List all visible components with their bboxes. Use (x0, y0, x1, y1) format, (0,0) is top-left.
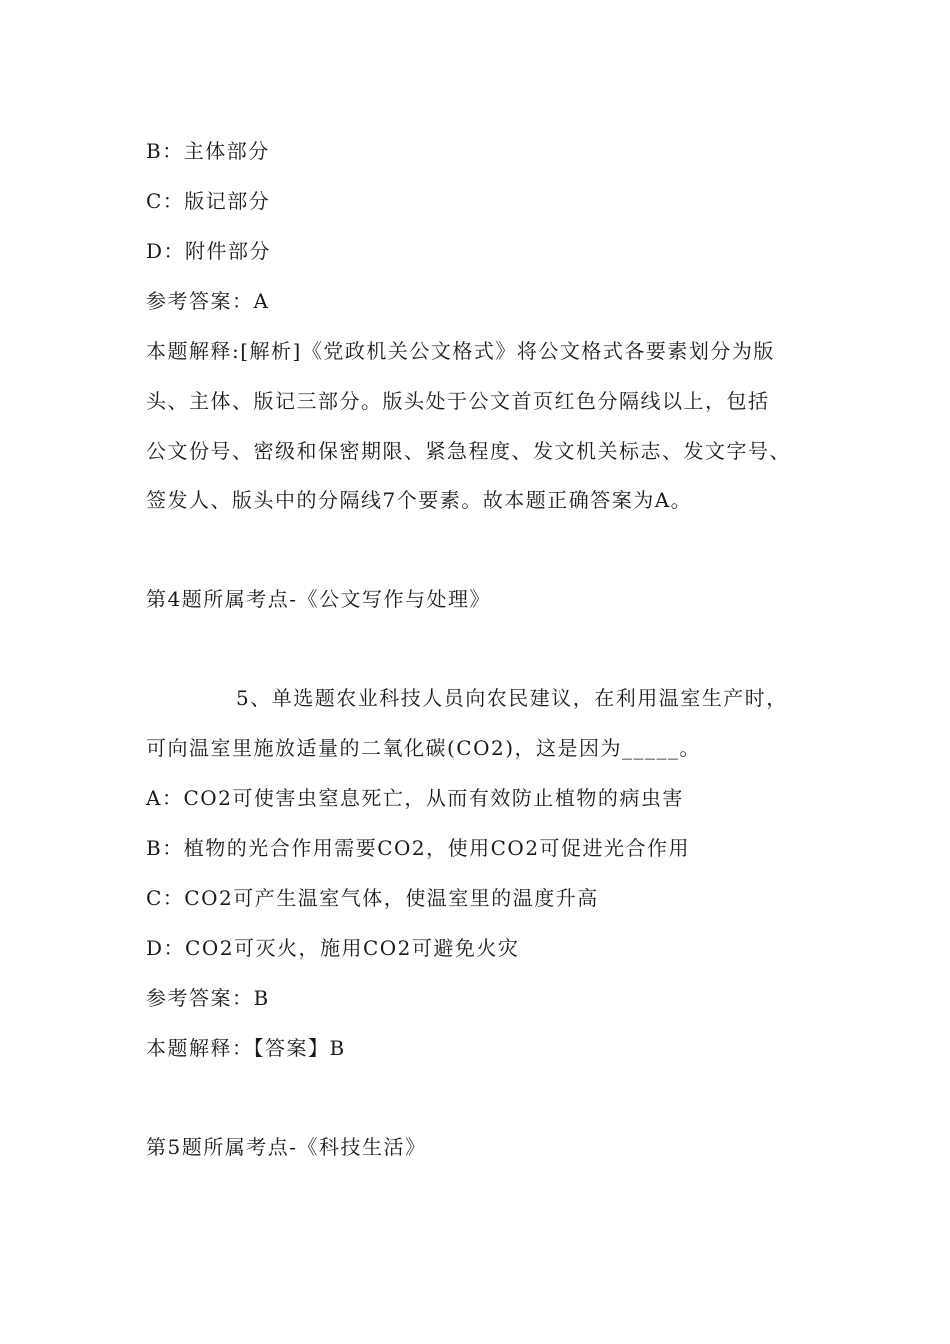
q4-topic: 第4题所属考点-《公文写作与处理》 (146, 587, 491, 611)
q5-question-line: 可向温室里施放适量的二氧化碳(CO2)，这是因为_____。 (146, 736, 702, 760)
q4-explanation-line: 签发人、版头中的分隔线7个要素。故本题正确答案为A。 (146, 488, 693, 512)
q4-option-d: D：附件部分 (146, 239, 272, 263)
q4-option-c: C：版记部分 (146, 189, 271, 213)
q4-explanation-line: 头、主体、版记三部分。版头处于公文首页红色分隔线以上，包括 (146, 389, 770, 413)
q5-question-line: 5、单选题农业科技人员向农民建议，在利用温室生产时， (236, 686, 788, 710)
q4-answer: 参考答案：A (146, 289, 270, 313)
q5-option-a: A：CO2可使害虫窒息死亡，从而有效防止植物的病虫害 (146, 786, 684, 810)
q5-option-d: D：CO2可灭火，施用CO2可避免火灾 (146, 936, 520, 960)
q5-topic: 第5题所属考点-《科技生活》 (146, 1135, 427, 1159)
q5-option-c: C：CO2可产生温室气体，使温室里的温度升高 (146, 886, 599, 910)
q5-option-b: B：植物的光合作用需要CO2，使用CO2可促进光合作用 (146, 836, 691, 860)
q5-explanation: 本题解释：【答案】B (146, 1036, 346, 1060)
q5-answer: 参考答案：B (146, 986, 270, 1010)
q4-explanation-line: 公文份号、密级和保密期限、紧急程度、发文机关标志、发文字号、 (146, 439, 791, 463)
q4-option-b: B：主体部分 (146, 139, 270, 163)
q4-explanation-line: 本题解释:[解析]《党政机关公文格式》将公文格式各要素划分为版 (146, 339, 775, 363)
